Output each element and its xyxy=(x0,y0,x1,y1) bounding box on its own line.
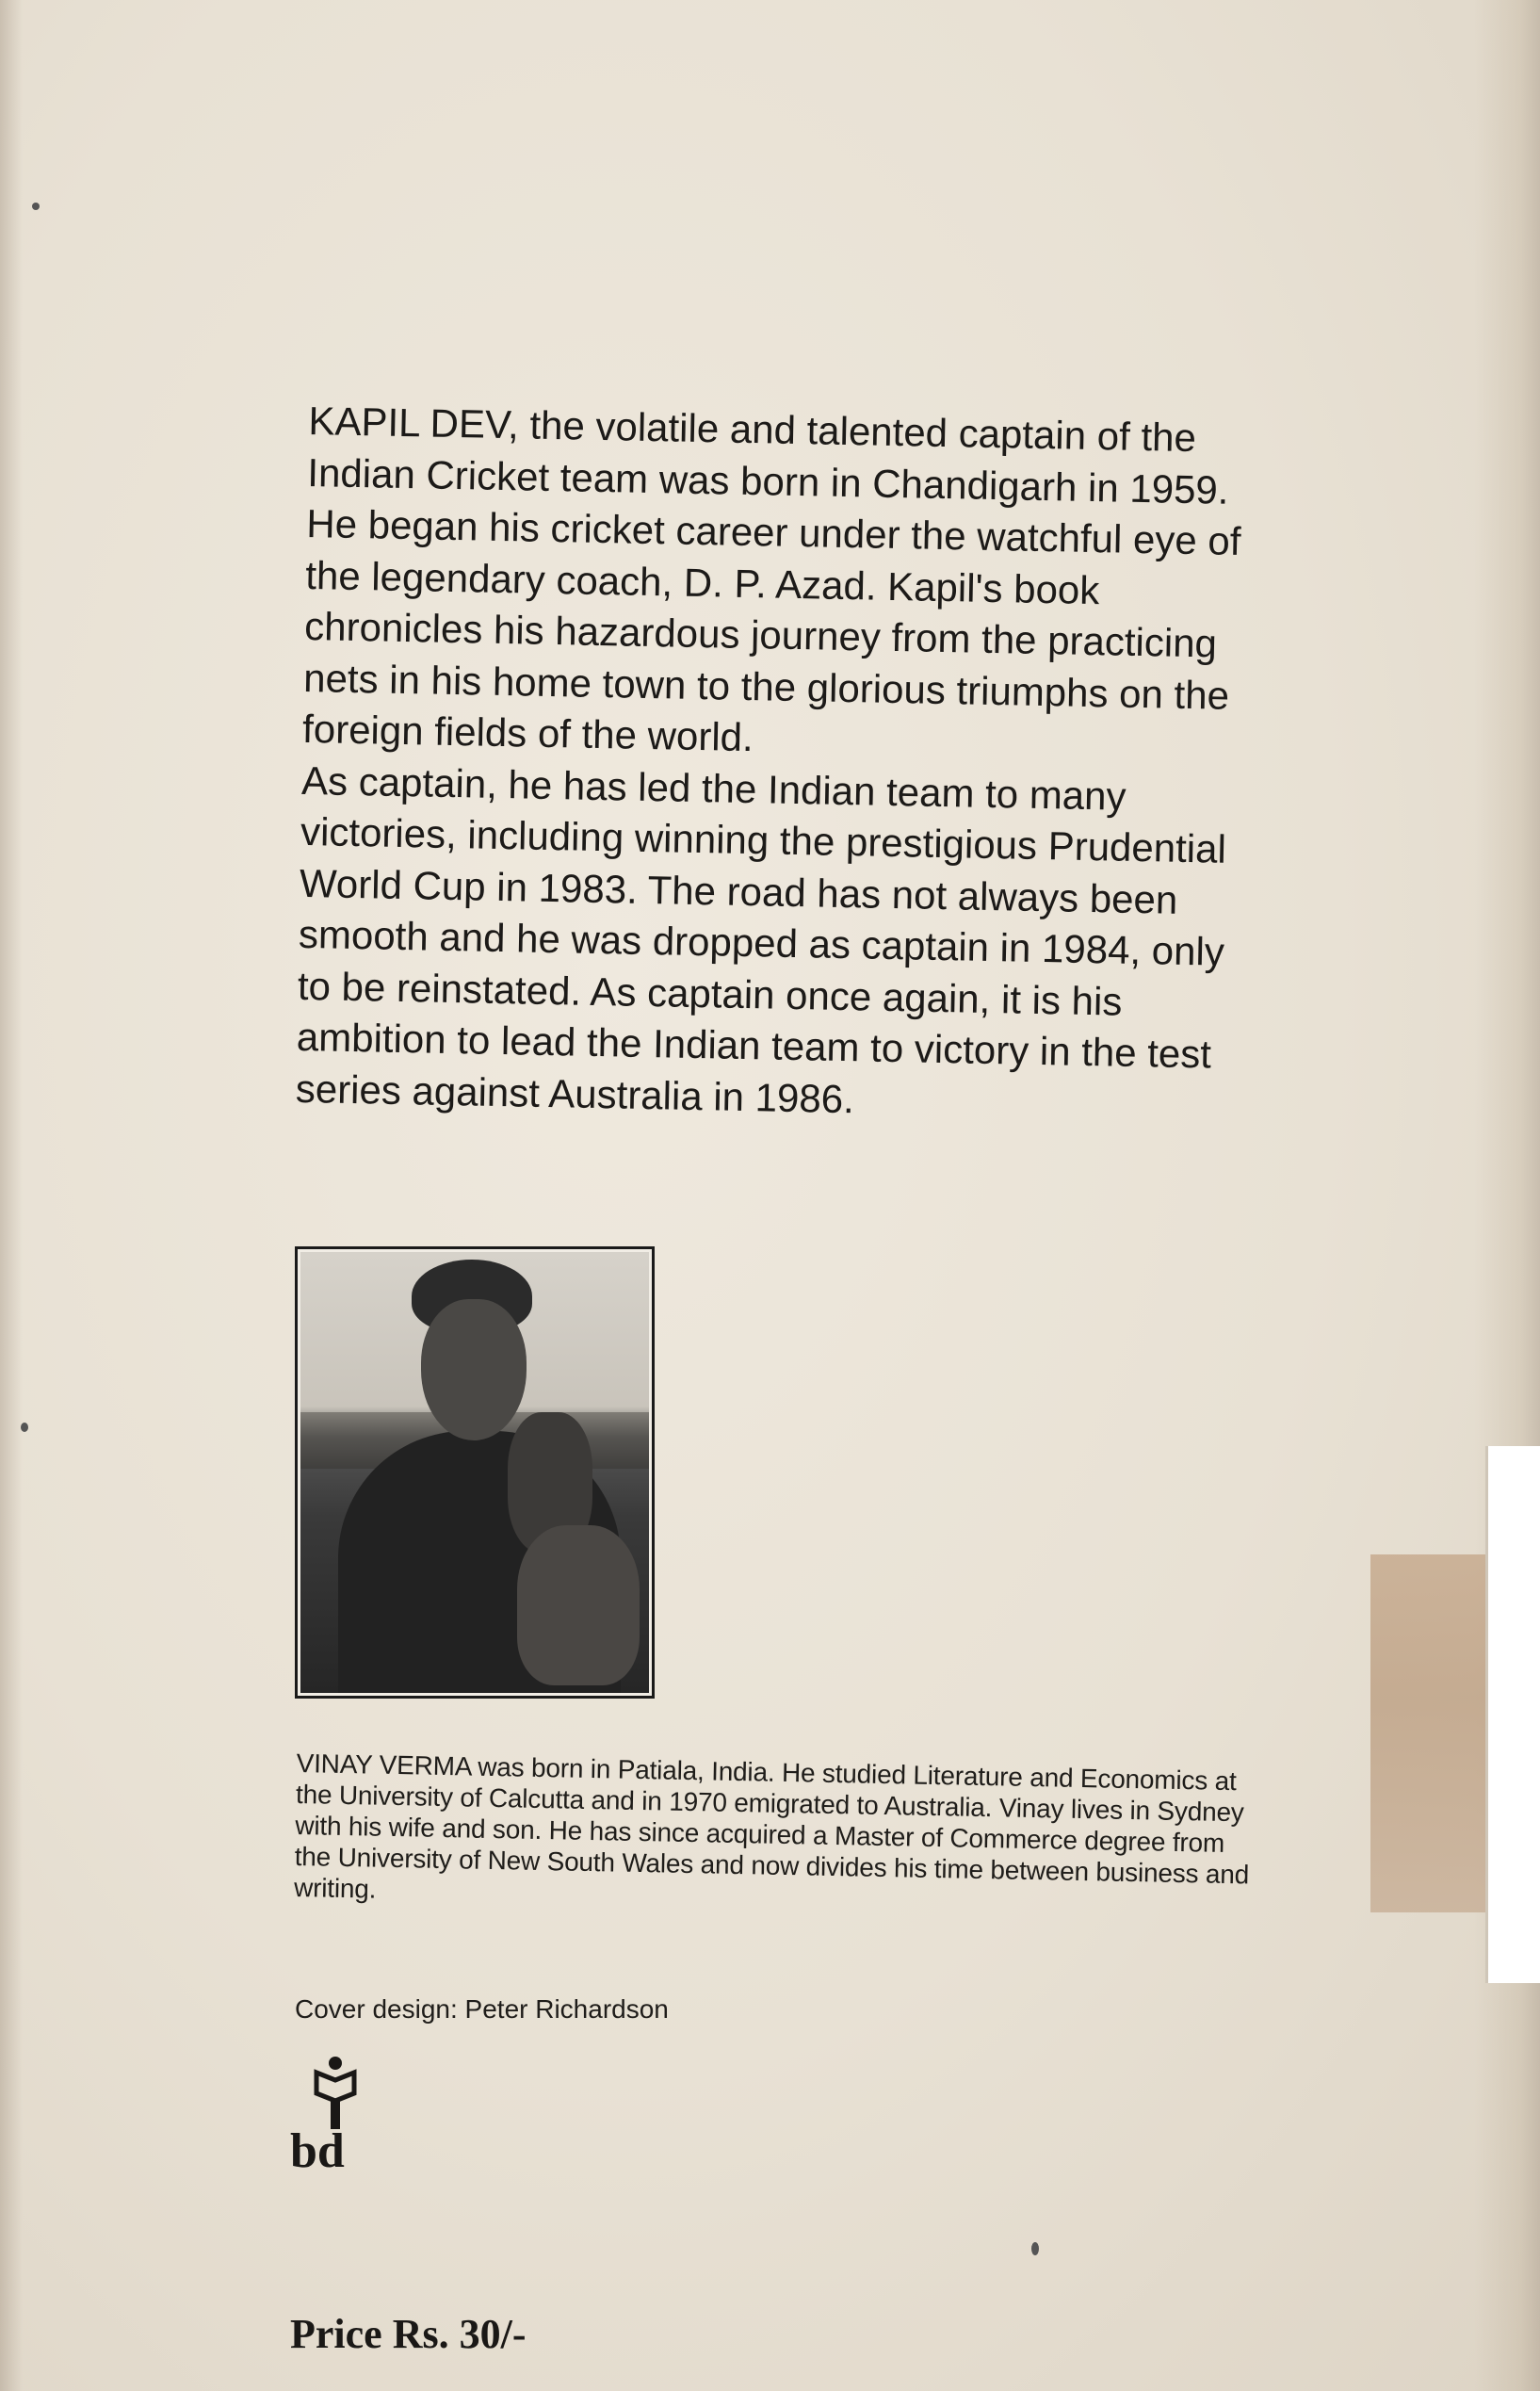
publisher-logo-text: bd xyxy=(290,2124,345,2170)
author-bio-text: VINAY VERMA was born in Patiala, India. He studied Literature and Economics at the University of Calcutta and in 1970 emigrated to Australia. Vinay lives in Sydney with his wife and son. He has since acquired a Master of Commerce degree from the University of New South Wales and now divides his time between business and writing. xyxy=(293,1748,1250,1904)
publisher-logo xyxy=(290,2052,384,2170)
speck xyxy=(1031,2242,1039,2255)
speck xyxy=(21,1423,28,1432)
author-bio xyxy=(294,1748,1257,1922)
blurb-paragraph-2: As captain, he has led the Indian team to many victories, including winning the prestigious Prudential World Cup in 1983. The road has not always been smooth and he was dropped as captain in 1984, only to be reinstated. As captain once again, it is his ambition to lead the Indian team to victory in the test series against Australia in 1986. xyxy=(295,757,1227,1121)
book-blurb xyxy=(295,396,1250,1132)
cover-left-edge xyxy=(0,0,23,2391)
torn-edge xyxy=(1485,1446,1540,1983)
blurb-paragraph-1: KAPIL DEV, the volatile and talented captain of the Indian Cricket team was born in Chandigarh in 1959. He began his cricket career under the watchful eye of the legendary coach, D. P. Azad. Kapil's book chronicles his hazardous journey from the practicing nets in his home town to the glorious triumphs on the foreign fields of the world. xyxy=(301,398,1241,760)
speck xyxy=(32,203,40,210)
reader-figure-icon xyxy=(316,2057,354,2129)
cover-right-edge xyxy=(1474,0,1540,2391)
price-label: Price Rs. 30/- xyxy=(290,2311,527,2357)
cover-design-credit: Cover design: Peter Richardson xyxy=(295,1994,669,2024)
author-photo xyxy=(300,1252,649,1693)
author-photo-frame xyxy=(295,1246,655,1699)
